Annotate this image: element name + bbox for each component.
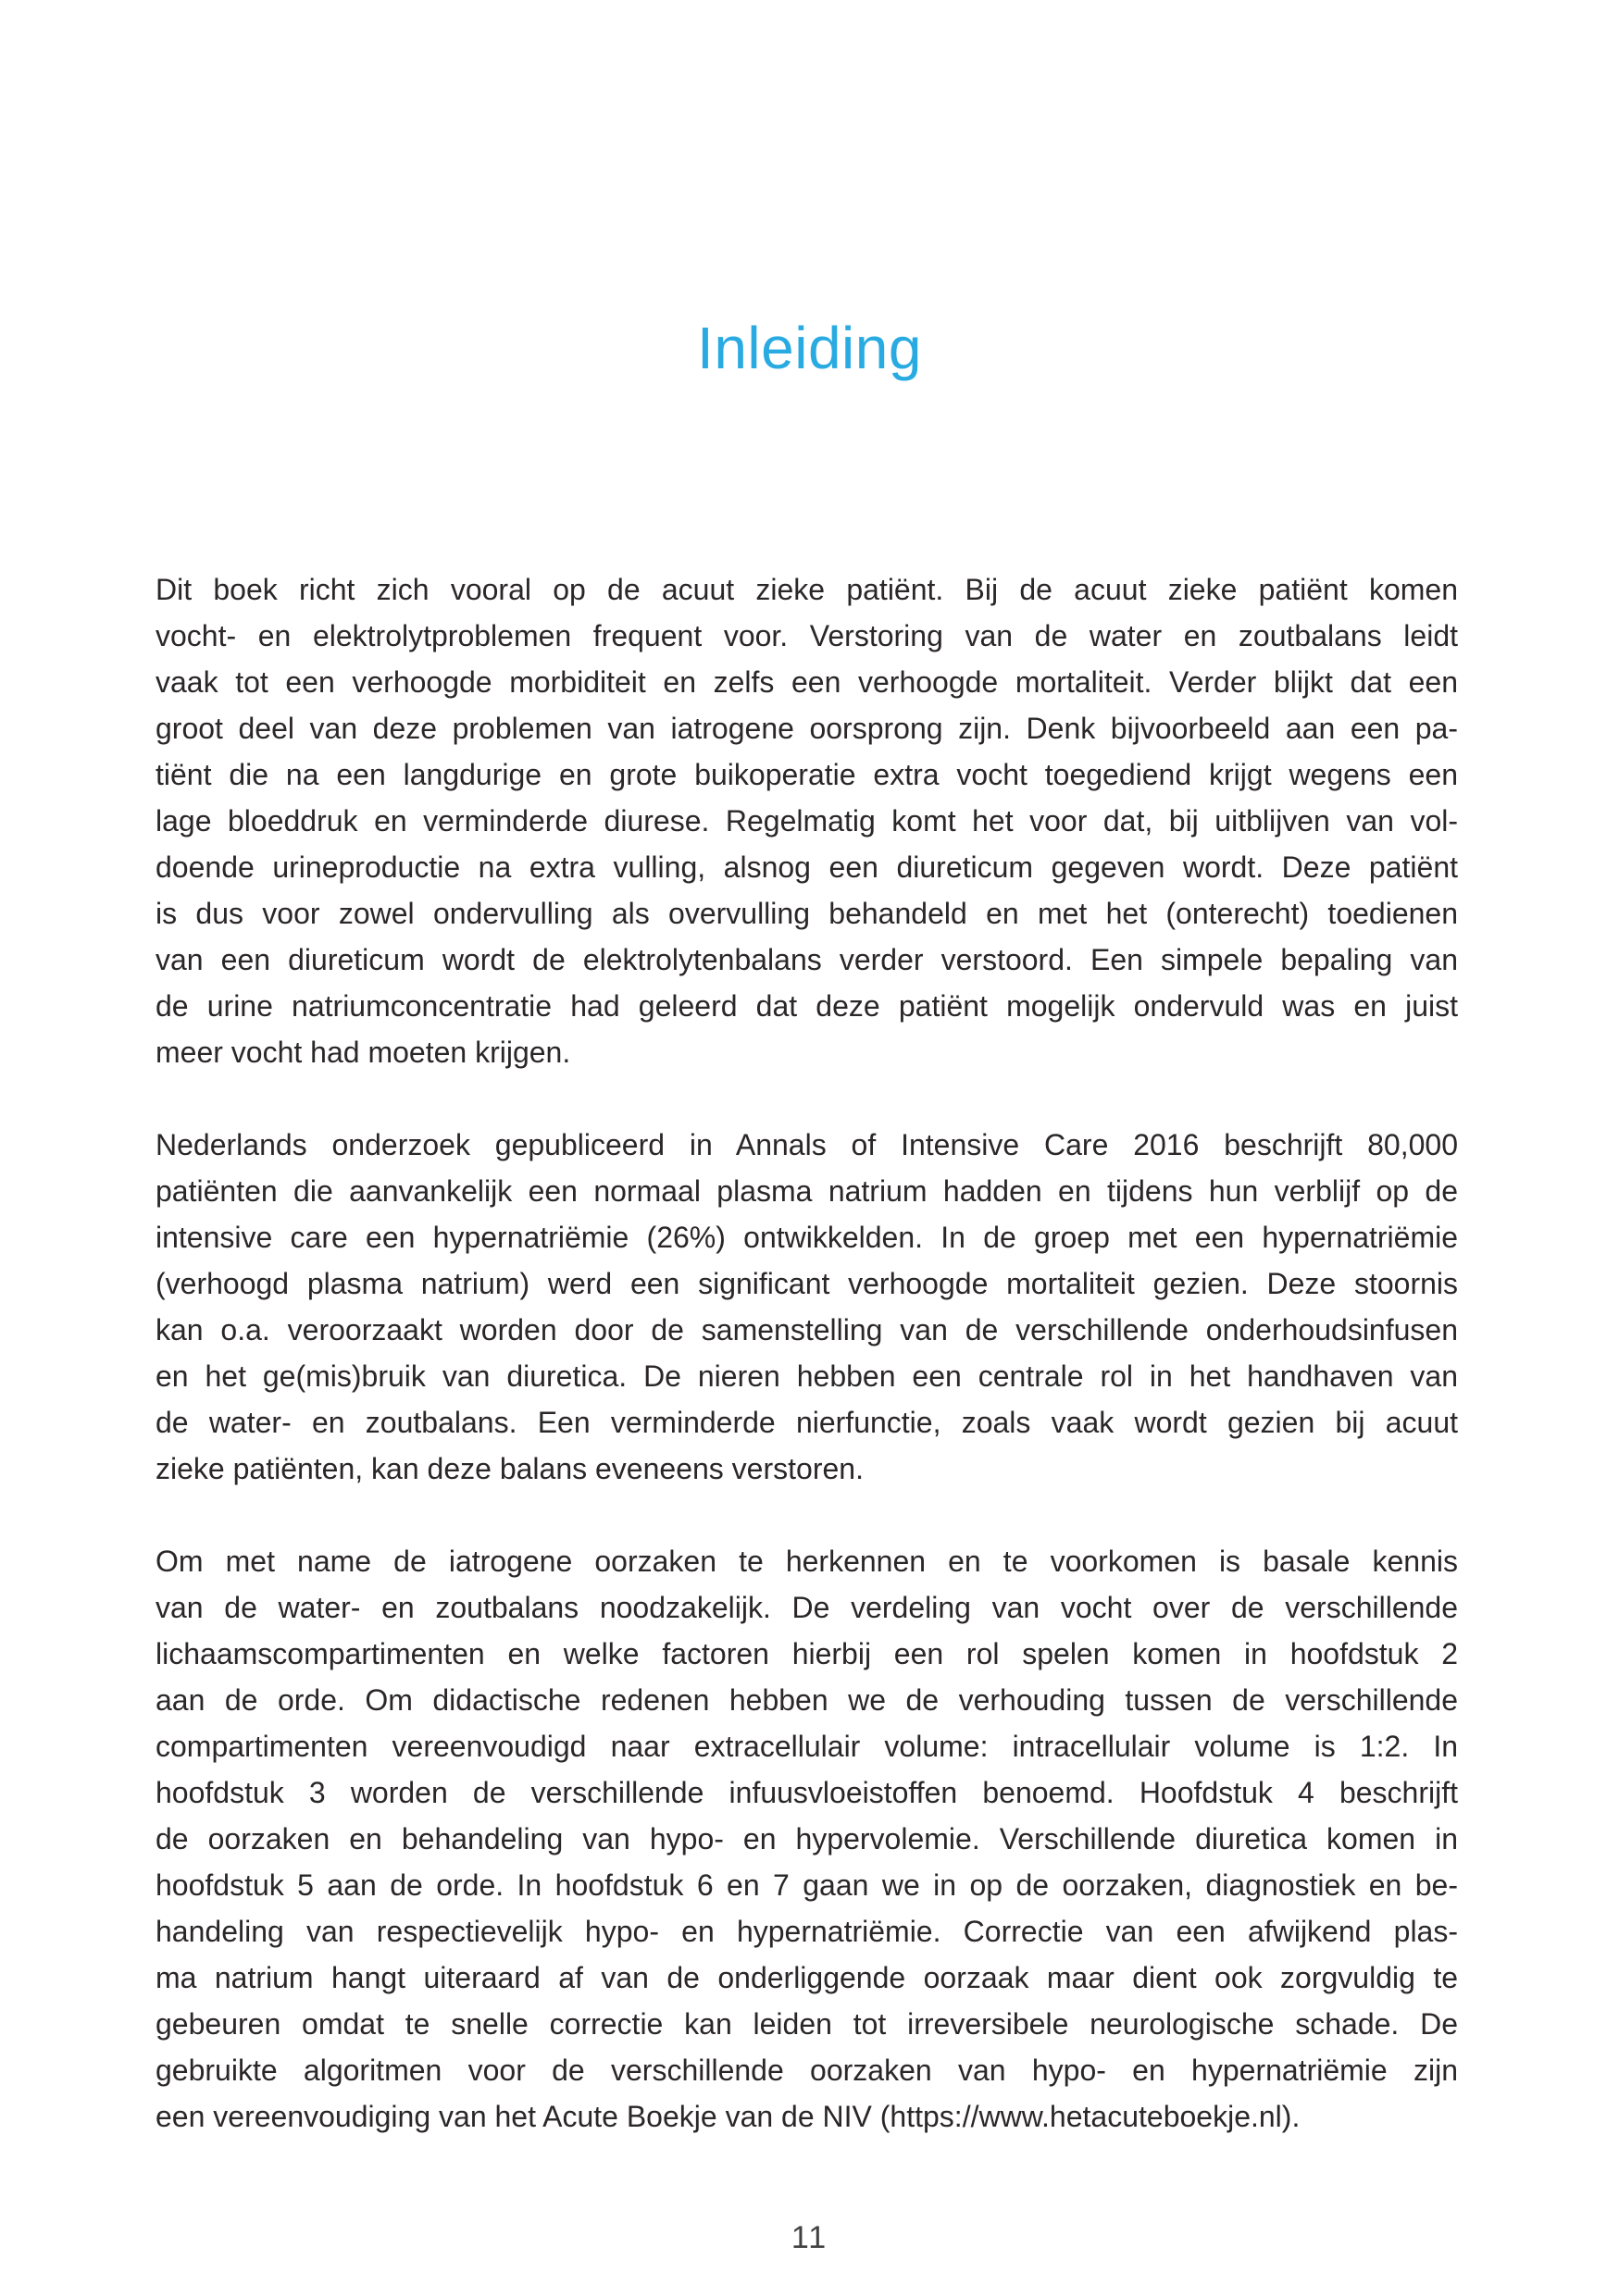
text-line: Dit boek richt zich vooral op de acuut zieke patiënt. Bij de acuut zieke patiënt komen — [156, 573, 1458, 606]
text-line: van de water- en zoutbalans noodzakelijk. De verdeling van vocht over de verschillende — [156, 1591, 1458, 1624]
page-body — [156, 566, 1458, 2140]
text-line: patiënten die aanvankelijk een normaal plasma natrium hadden en tijdens hun verblijf op de — [156, 1174, 1458, 1208]
text-line: de urine natriumconcentratie had geleerd dat deze patiënt mogelijk ondervuld was en juist — [156, 989, 1458, 1023]
text-line: intensive care een hypernatriëmie (26%) ontwikkelden. In de groep met een hypernatriëmie — [156, 1221, 1458, 1254]
text-line: handeling van respectievelijk hypo- en hypernatriëmie. Correctie van een afwijkend plas- — [156, 1915, 1458, 1948]
text-line: en het ge(mis)bruik van diuretica. De nieren hebben een centrale rol in het handhaven van — [156, 1359, 1458, 1393]
page-title: Inleiding — [697, 315, 922, 381]
paragraph — [156, 566, 1458, 1075]
text-line: vaak tot een verhoogde morbiditeit en zelfs een verhoogde mortaliteit. Verder blijkt dat een — [156, 665, 1458, 699]
text-line: de oorzaken en behandeling van hypo- en hypervolemie. Verschillende diuretica komen in — [156, 1822, 1458, 1855]
text-line: vocht- en elektrolytproblemen frequent voor. Verstoring van de water en zoutbalans leidt — [156, 619, 1458, 652]
paragraph — [156, 1538, 1458, 2140]
text-line: aan de orde. Om didactische redenen hebben we de verhouding tussen de verschillende — [156, 1683, 1458, 1717]
text-line: groot deel van deze problemen van iatrogene oorsprong zijn. Denk bijvoorbeeld aan een pa- — [156, 712, 1458, 745]
text-line: lichaamscompartimenten en welke factoren hierbij een rol spelen komen in hoofdstuk 2 — [156, 1637, 1458, 1670]
text-line: gebruikte algoritmen voor de verschillende oorzaken van hypo- en hypernatriëmie zijn — [156, 2054, 1458, 2087]
text-line: lage bloeddruk en verminderde diurese. Regelmatig komt het voor dat, bij uitblijven van vol- — [156, 804, 1458, 838]
text-line: zieke patiënten, kan deze balans eveneens verstoren. — [156, 1452, 864, 1485]
text-line: gebeuren omdat te snelle correctie kan leiden tot irreversibele neurologische schade. De — [156, 2007, 1458, 2041]
paragraph — [156, 1122, 1458, 1492]
text-line: doende urineproductie na extra vulling, alsnog een diureticum gegeven wordt. Deze patiënt — [156, 850, 1458, 884]
text-line: kan o.a. veroorzaakt worden door de samenstelling van de verschillende onderhoudsinfusen — [156, 1313, 1458, 1347]
text-line: Om met name de iatrogene oorzaken te herkennen en te voorkomen is basale kennis — [156, 1545, 1458, 1578]
page-number: 11 — [791, 2220, 828, 2255]
text-line: compartimenten vereenvoudigd naar extracellulair volume: intracellulair volume is 1:2. In — [156, 1730, 1458, 1763]
text-line: Nederlands onderzoek gepubliceerd in Annals of Intensive Care 2016 beschrijft 80,000 — [156, 1128, 1458, 1161]
text-line: ma natrium hangt uiteraard af van de onderliggende oorzaak maar dient ook zorgvuldig te — [156, 1961, 1458, 1994]
text-line: (verhoogd plasma natrium) werd een significant verhoogde mortaliteit gezien. Deze stoornis — [156, 1267, 1458, 1300]
text-line: van een diureticum wordt de elektrolytenbalans verder verstoord. Een simpele bepaling van — [156, 943, 1458, 976]
text-line: hoofdstuk 5 aan de orde. In hoofdstuk 6 en 7 gaan we in op de oorzaken, diagnostiek en be- — [156, 1868, 1458, 1902]
text-line: de water- en zoutbalans. Een verminderde nierfunctie, zoals vaak wordt gezien bij acuut — [156, 1406, 1458, 1439]
text-line: tiënt die na een langdurige en grote buikoperatie extra vocht toegediend krijgt wegens een — [156, 758, 1458, 791]
text-line: is dus voor zowel ondervulling als overvulling behandeld en met het (onterecht) toedienen — [156, 897, 1458, 930]
text-line: een vereenvoudiging van het Acute Boekje van de NIV (https://www.hetacuteboekje.nl). — [156, 2100, 1301, 2133]
text-line: hoofdstuk 3 worden de verschillende infuusvloeistoffen benoemd. Hoofdstuk 4 beschrijft — [156, 1776, 1458, 1809]
text-line: meer vocht had moeten krijgen. — [156, 1036, 571, 1069]
